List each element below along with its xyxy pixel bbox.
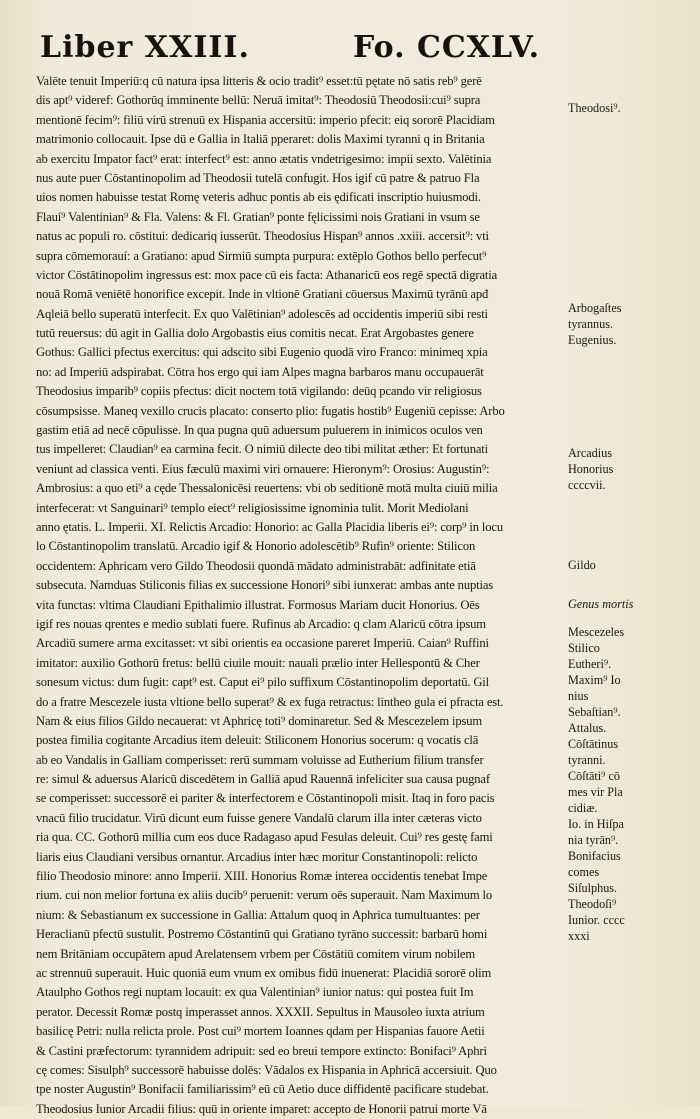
margin-note-line: Genus mortis	[568, 597, 634, 611]
margin-note-line: Io. in Hiſpa	[568, 817, 624, 831]
margin-note-line: tyranni.	[568, 753, 606, 767]
margin-note-line: Arbogaſtes	[568, 301, 622, 315]
text-line: se comperisset: successorē ei pariter & interfectorem e Cōstantinopoli misit. Itaq in foro pacis	[36, 791, 495, 806]
text-line: Aqleiā bello superatū interfecit. Ex quo Valētinian⁹ adolescēs ad occidentis imperiū sibi resti	[36, 306, 488, 321]
margin-note-line: nia tyrān⁹.	[568, 833, 619, 847]
text-line: Theodosius imparib⁹ copiis pfectus: dicit noctem totā vigilando: deūq pcando vir religiosus	[36, 384, 482, 399]
margin-note-line: ccccvii.	[568, 478, 606, 492]
margin-note	[568, 557, 596, 573]
text-line: igif res nouas qrentes e medio sublati fuere. Rufinus ab Arcadio: q clam Alaricū cōtra ipsum	[36, 616, 486, 631]
text-line: supra cōmemorauí: a Gratiano: apud Sirmiū sumpta purpura: extēplo Gothos bello perfecut⁹	[36, 248, 487, 263]
text-line: nouā Romā veniētē honorifice excepit. Inde in vltionē Gratiani cōuersus Maximū tyrānū apđ	[36, 287, 489, 302]
text-line: re: simul & aduersus Alaricū discedētem in Galliā apud Rauennā infeliciter sua causa pugnaf	[36, 772, 490, 787]
margin-note	[568, 300, 621, 348]
text-line: interfecerat: vt Sanguinari⁹ templo eiect⁹ religiosissime ignominia tulit. Morit Mediolani	[36, 500, 469, 515]
margin-note-line: Arcadius	[568, 446, 612, 460]
text-line: & Castini præfectorum: tyrannidem adripuit: sed eo breui tempore extincto: Bonifaci⁹ Aphri	[36, 1043, 487, 1058]
text-line: gastim etiā ad necē cōpulisse. In qua pugna quū aduersum puluerem in inimicos oculos ven	[36, 423, 483, 438]
margin-note-line: Cōſtātinus	[568, 737, 619, 751]
text-line: Theodosius Iunior Arcadii filius: quū in oriente imparet: accepto de Honorii patrui morte Vā	[36, 1101, 487, 1116]
margin-note-line: Eugenius.	[568, 333, 617, 347]
text-line: tutū reuersus: dū agit in Gallia dolo Argobastis eius comitis necat. Erat Argobastes genere	[36, 326, 474, 341]
text-line: subsecuta. Namduas Stiliconis filias ex successione Honori⁹ sibi iunxerat: ambas ante nuptias	[36, 578, 494, 593]
margin-note-line: xxxi	[568, 929, 590, 943]
text-line: Valēte tenuit Imperiū:q cū natura ipsa litteris & ocio tradit⁹ esset:tū pętate nō satis reb⁹ gerē	[36, 74, 482, 88]
margin-note-line: Mescezeles	[568, 625, 625, 639]
text-line: nem Britāniam occupātem apud Arelatensem vrbem per Cōstātiū comitem virum nobilem	[36, 946, 476, 961]
text-line: rium. cui non melior fortuna ex aliis ducib⁹ peruenit: verum oēs superauit. Nam Maximum lo	[36, 888, 493, 903]
text-line: victor Cōstātinopolim ingressus est: mox pace cū eis facta: Athanaricū eos regē spectā digratia	[36, 267, 498, 282]
margin-note-line: Stilico	[568, 641, 600, 655]
margin-note-line: Sebaſtian⁹.	[568, 705, 621, 719]
text-line: ac strennuū superauit. Huic quoniā eum vnum ex omibus fidū inuenerat: Placidiā sororē olim	[36, 965, 492, 980]
text-line: vita functas: vltima Claudiani Epithalimio illustrat. Formosus Mariam ducit Honorius. Oēs	[36, 597, 480, 612]
text-line: matrimonio collocauit. Ipse dū e Gallia in Italiā pperaret: dolis Maximi tyranni q in Britania	[36, 132, 485, 147]
folio-number-heading: Fo. CCXLV.	[353, 30, 541, 65]
text-line: sonesum victus: dum fugit: capt⁹ est. Caput ei⁹ pilo suffixum Cōstantinopolim deportatū. Gil	[36, 675, 489, 690]
text-line: veniunt ad classica venti. Eius fæculū maximi viri ornauere: Hieronym⁹: Orosius: Augustin⁹:	[36, 461, 490, 476]
text-line: mentionē fecim⁹: filiū virū strenuū ex Hispania accersitū: imperio pfecit: eiq sororē Placidiam	[36, 112, 495, 127]
text-line: no: ad Imperiū adspirabat. Cōtra hos ergo qui iam Alpes magna barbaros manu occupauerāt	[36, 364, 484, 379]
text-line: nium: & Sebastianum ex successione in Gallia: Attalum quoq in Aphrica tumultuantes: per	[36, 907, 480, 922]
text-line: Ataulpho Gothos regi nuptam locauit: ex qua Valentinian⁹ iunior natus: qui postea fuit Im	[36, 985, 474, 1000]
margin-note-line: Honorius	[568, 462, 614, 476]
margin-note-line: comes	[568, 865, 600, 879]
main-text-column	[36, 72, 564, 1119]
margin-note-line: Attalus.	[568, 721, 607, 735]
margin-note-line: cidiæ.	[568, 801, 598, 815]
text-line: cōsumpsisse. Maneq vexillo crucis placato: conserto plio: fugatis hostib⁹ Eugeniū cepisse: Arbo	[36, 403, 505, 418]
text-line: nus aute puer Cōstantinopolim ad Theodosii tutelā confugit. Hos igif cū patre & patruo Fla	[36, 170, 480, 185]
text-line: ab exercitu Impator fact⁹ erat: interfect⁹ est: anno ætatis vndetrigesimo: impii sexto. Valētinia	[36, 151, 492, 166]
margin-note-line: Gildo	[568, 558, 596, 572]
text-line: do a fratre Mescezele iusta vltione bello superat⁹ & ex fuga retractus: lintheo gula ei pfracta est.	[36, 694, 504, 709]
text-line: anno ętatis. L. Imperii. XI. Relictis Arcadio: Honorio: ac Galla Placidia liberis ei⁹: corp⁹ in locu	[36, 519, 503, 534]
margin-note-line: Theodosi⁹.	[568, 101, 621, 115]
text-line: tpe noster Augustin⁹ Bonifacii familiarissim⁹ eū cū Aetio duce diffidentē pacificare studebat.	[36, 1082, 489, 1097]
text-line: perator. Decessit Romæ postq imperasset annos. XXXII. Sepultus in Mausoleo iuxta atrium	[36, 1004, 485, 1019]
text-line: lo Cōstantinopolim translatū. Arcadio igif & Honorio adolescētib⁹ Rufin⁹ oriente: Stilicon	[36, 539, 476, 554]
margin-note-line: Iunior. cccc	[568, 913, 625, 927]
text-line: dis apt⁹ videref: Gothorūq imminente bellū: Neruā imitat⁹: Theodosiū Theodosii:cui⁹ supra	[36, 93, 481, 108]
book-number-heading: Liber XXIII.	[40, 30, 250, 65]
text-line: Flauí⁹ Valentinian⁹ & Fla. Valens: & Fl. Gratian⁹ ponte fęlicissimi nois Gratiani in vsum se	[36, 209, 480, 224]
margin-note-line: mes vir Pla	[568, 785, 623, 799]
text-line: Arcadiū sumere arma excitasset: vt sibi orientis ea occasione pareret Imperiū. Caian⁹ Ruffini	[36, 636, 489, 651]
text-line: basilicę Petri: nulla relicta prole. Post cui⁹ mortem Ioannes qdam per Hispanias fauore Aetii	[36, 1024, 485, 1039]
text-line: filio Theodosio minore: anno Imperii. XIII. Honorius Romæ interea occidentis tenebat Impe	[36, 869, 488, 884]
text-line: vnacū filio trucidatur. Virū dicunt eum fuisse genere Vandalū clarum illa inter cæteras victo	[36, 810, 482, 825]
margin-note-line: Siſulphus.	[568, 881, 618, 895]
margin-note-line: nius	[568, 689, 589, 703]
margin-note	[568, 445, 613, 493]
margin-note-line: Bonifacius	[568, 849, 621, 863]
text-line: Ambrosius: a quo eti⁹ a cęde Thessalonicēsi reuertens: vbi ob seditionē motā multa ciuiū milia	[36, 481, 498, 496]
text-line: cę comes: Sisulph⁹ successorē habuisse dolēs: Vādalos ex Hispania in Aphricā accersiuit. Quo	[36, 1062, 497, 1077]
text-line: imitator: auxilio Gothorū fretus: bellū ciuile mouit: nauali prælio inter Hellespontū & Cher	[36, 655, 480, 670]
running-head	[38, 30, 598, 74]
text-line: uios nomen habuisse testat Romę veteris adhuc pontis ab eis ędificati inscriptio huiusmodi.	[36, 190, 481, 205]
text-line: natus ac populi ro. cōstitui: dedicariq iusserūt. Theodosius Hispan⁹ annos .xxiii. accersit⁹: vti	[36, 229, 489, 244]
margin-note-line: Eutheri⁹.	[568, 657, 612, 671]
text-line: ria qua. CC. Gothorū millia cum eos duce Radagaso apud Fesulas deleuit. Cui⁹ res gestę fami	[36, 830, 493, 845]
text-line: Gothus: Gallici pfectus exercitus: qui adscito sibi Eugenio quodā viro Franco: minimeq xpia	[36, 345, 488, 360]
margin-note-line: Theodoſi⁹	[568, 897, 617, 911]
text-line: tus impelleret: Claudian⁹ ea carmina fecit. O nimiū dilecte deo tibi militat æther: Et fortunati	[36, 442, 488, 457]
margin-note-line: Maxim⁹ Io	[568, 673, 621, 687]
margin-note	[568, 100, 621, 116]
margin-note-line: tyrannus.	[568, 317, 614, 331]
text-line: postea fimilia cogitante Arcadius item deleuit: Stiliconem Honorius socerum: q vocatis clā	[36, 733, 479, 748]
margin-note	[568, 596, 633, 612]
text-line: Heraclianū pfectū sustulit. Postremo Cōstantinū qui Gratiano tyrāno successit: barbarū homi	[36, 927, 488, 942]
text-line: Nam & eius filios Gildo necauerat: vt Aphricę toti⁹ dominaretur. Sed & Mescezelem ipsum	[36, 713, 483, 728]
text-line: liaris eius Claudiani versibus ornantur. Arcadius inter hæc moritur Constantinopoli: relicto	[36, 849, 478, 864]
text-line: occidentem: Aphricam vero Gildo Theodosii quondā mādato administrabāt: adfinitate etiā	[36, 558, 476, 573]
margin-note	[568, 624, 625, 944]
text-line: ab eo Vandalis in Galliam comperisset: rerū summam voluisse ad Eutherium filium transfer	[36, 752, 484, 767]
margin-note-line: Cōſtāti⁹ cō	[568, 769, 620, 783]
